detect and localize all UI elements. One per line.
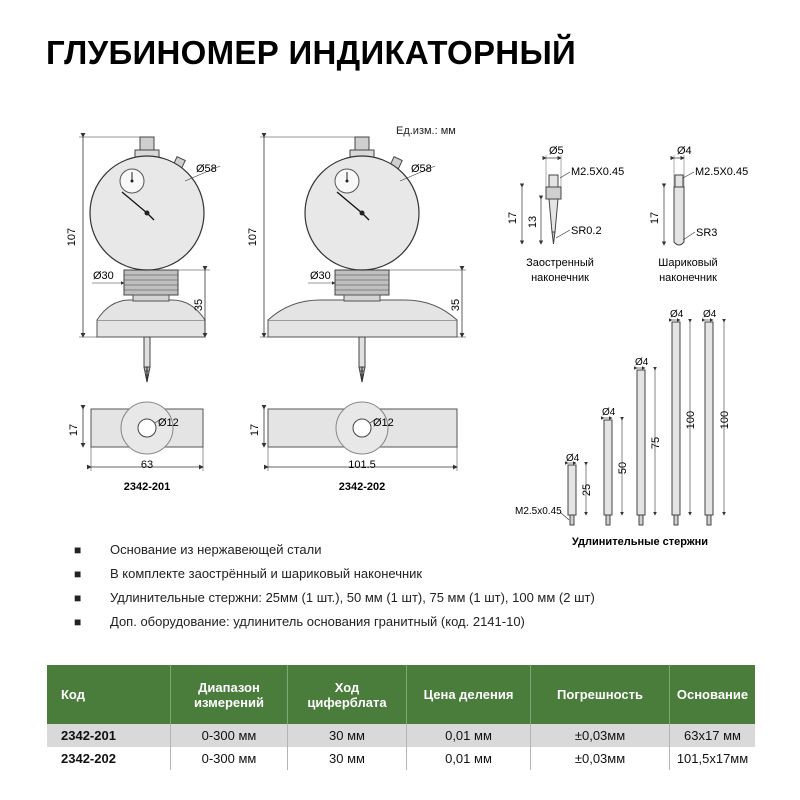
feature-item: ■ В комплекте заострённый и шариковый наконечник: [74, 564, 595, 588]
ball-tip-length-label: 17: [649, 211, 661, 225]
model-code-label: 2342-201: [123, 481, 171, 493]
tip-radius-label: SR0.2: [571, 225, 602, 237]
rods-caption: Удлинительные стержни: [571, 536, 709, 548]
feature-item: ■ Доп. оборудование: удлинитель основания гранитный (код. 2141-10): [74, 612, 595, 636]
hole-diameter-label: Ø12: [158, 417, 179, 429]
rod-diameter-label: Ø4: [670, 309, 684, 320]
ball-tip-diameter-label: Ø4: [677, 145, 692, 157]
tip-diameter-label: Ø5: [549, 145, 564, 157]
table-row: [47, 747, 755, 770]
collar-diameter-label: Ø30: [93, 270, 114, 282]
bullet-icon: ■: [74, 615, 82, 629]
feature-list: [74, 540, 595, 636]
rod-length-label: 50: [617, 461, 629, 475]
hole-diameter-label: Ø12: [373, 417, 394, 429]
ball-tip-caption-2: наконечник: [659, 272, 717, 284]
base-height-label: 35: [193, 298, 205, 312]
header-accuracy: Погрешность: [531, 665, 670, 724]
page-title: ГЛУБИНОМЕР ИНДИКАТОРНЫЙ: [46, 34, 577, 71]
cell-range: 0-300 мм: [171, 724, 288, 747]
rod-diameter-label: Ø4: [602, 407, 616, 418]
units-note: Ед.изм.: мм: [396, 125, 456, 137]
cell-range: 0-300 мм: [171, 747, 288, 770]
dial-diameter-label: Ø58: [411, 163, 432, 175]
bullet-icon: ■: [74, 543, 82, 557]
rod-thread-label: M2.5x0.45: [515, 506, 562, 517]
pointed-tip-caption: Заостренный: [526, 257, 594, 269]
rod-diameter-label: Ø4: [635, 357, 649, 368]
base-height-label: 35: [450, 298, 462, 312]
table-row: [47, 724, 755, 747]
ball-tip-thread-label: M2.5X0.45: [695, 166, 749, 178]
tip-length-label: 13: [527, 215, 539, 229]
tip-thread-label: M2.5X0.45: [571, 166, 625, 178]
extension-rods-drawing: [515, 309, 731, 548]
cell-travel: 30 мм: [288, 747, 407, 770]
rod-length-label: 100: [685, 410, 697, 430]
gauge-top-view-2342-201: [68, 402, 203, 493]
height-label: 107: [66, 227, 78, 247]
base-length-label: 63: [140, 459, 154, 471]
cell-division: 0,01 мм: [407, 724, 531, 747]
gauge-top-view-2342-202: [249, 402, 457, 493]
gauge-front-view-2342-201: [66, 137, 220, 382]
rod-length-label: 75: [650, 436, 662, 450]
header-division: Цена деления: [407, 665, 531, 724]
base-thickness-label: 17: [68, 423, 80, 437]
header-travel: Ход циферблата: [288, 665, 407, 724]
feature-item: ■ Удлинительные стержни: 25мм (1 шт.), 50 мм (1 шт), 75 мм (1 шт), 100 мм (2 шт): [74, 588, 595, 612]
pointed-tip-caption-2: наконечник: [531, 272, 589, 284]
table-header-row: [47, 665, 755, 724]
tip-total-length-label: 17: [507, 211, 519, 225]
cell-base: 101,5x17мм: [670, 747, 756, 770]
ball-tip-caption: Шариковый: [658, 257, 718, 269]
rod-length-label: 100: [719, 410, 731, 430]
feature-item: ■ Основание из нержавеющей стали: [74, 540, 595, 564]
header-code: Код: [47, 665, 171, 724]
cell-travel: 30 мм: [288, 724, 407, 747]
cell-accuracy: ±0,03мм: [531, 747, 670, 770]
rod-diameter-label: Ø4: [703, 309, 717, 320]
cell-accuracy: ±0,03мм: [531, 724, 670, 747]
rod-diameter-label: Ø4: [566, 453, 580, 464]
cell-code: 2342-201: [47, 724, 171, 747]
model-code-label: 2342-202: [338, 481, 386, 493]
header-range: Диапазон измерений: [171, 665, 288, 724]
dial-diameter-label: Ø58: [196, 163, 217, 175]
rod-length-label: 25: [581, 483, 593, 497]
base-length-label: 101.5: [348, 459, 376, 471]
ball-tip-radius-label: SR3: [696, 227, 718, 239]
bullet-icon: ■: [74, 591, 82, 605]
cell-code: 2342-202: [47, 747, 171, 770]
cell-division: 0,01 мм: [407, 747, 531, 770]
spec-table: [47, 665, 755, 770]
bullet-icon: ■: [74, 567, 82, 581]
height-label: 107: [247, 227, 259, 247]
pointed-tip-drawing: [507, 145, 624, 284]
collar-diameter-label: Ø30: [310, 270, 331, 282]
header-base: Основание: [670, 665, 756, 724]
cell-base: 63x17 мм: [670, 724, 756, 747]
gauge-front-view-2342-202: [247, 137, 466, 382]
ball-tip-drawing: [649, 145, 748, 284]
base-thickness-label: 17: [249, 423, 261, 437]
